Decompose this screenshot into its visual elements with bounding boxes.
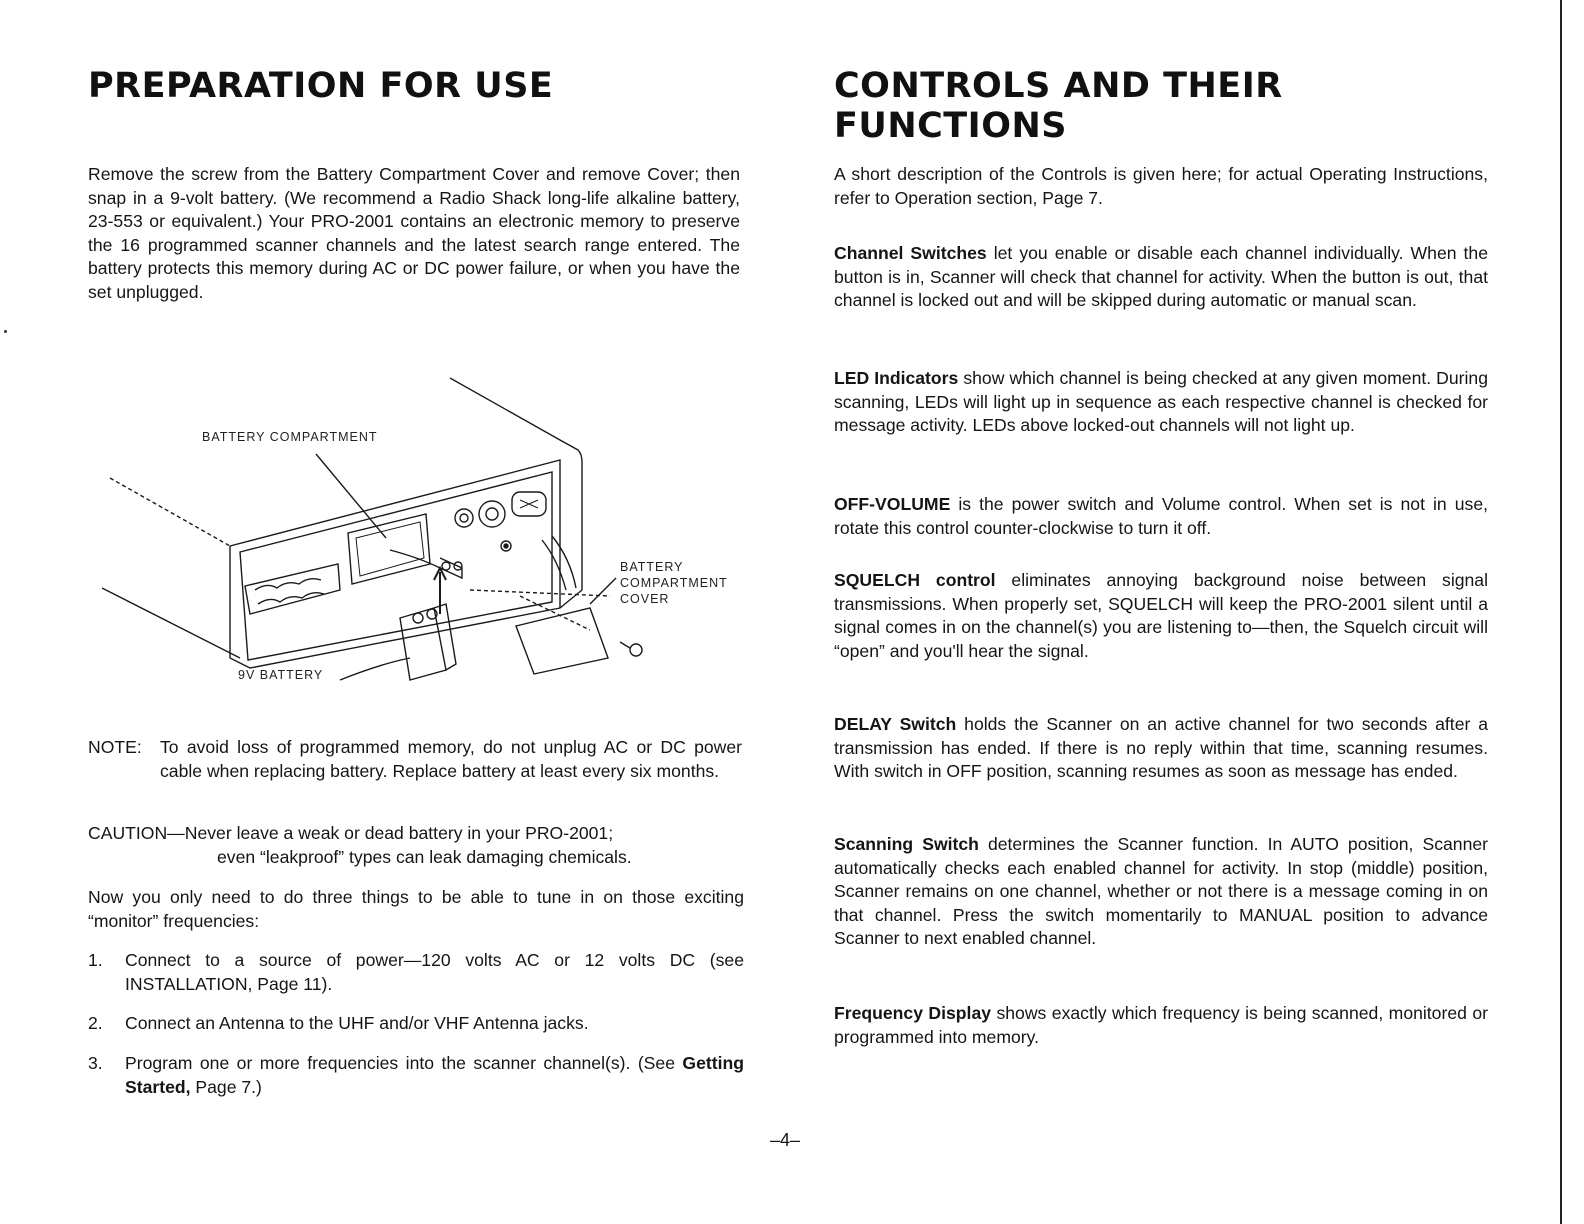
- section-title-controls: CONTROLS AND THEIR FUNCTIONS: [834, 66, 1283, 146]
- step-text-start: Program one or more frequencies into the scanner channel(s). (See: [125, 1053, 683, 1073]
- cover-guide-lines: [470, 590, 610, 630]
- term: Scanning Switch: [834, 834, 979, 854]
- jack-1: [455, 509, 473, 527]
- jack-1-center: [460, 514, 468, 522]
- connector-clips-2: [258, 593, 324, 604]
- description: determines the Scanner function. In AUTO position, Scanner automatically checks each enabled channel for activity. In stop (middle) position, Scanner remains on one channel, whether or not there is a message coming in on that channel. Press the switch momentarily to MANUAL position to advance Scanner to next enabled channel.: [834, 834, 1488, 949]
- antenna-jack: [479, 501, 505, 527]
- step-number: 2.: [88, 1013, 103, 1033]
- description: is the power switch and Volume control. When set is not in use, rotate this control counter-clockwise to turn it off.: [834, 494, 1488, 538]
- compartment-cover: [516, 608, 608, 674]
- term: Frequency Display: [834, 1003, 992, 1023]
- label-battery-compartment: BATTERY COMPARTMENT: [202, 430, 378, 444]
- scan-speck: [4, 330, 7, 333]
- label-cover-line-2: COMPARTMENT: [620, 576, 728, 590]
- leader-compartment: [316, 454, 386, 538]
- cabinet-side-line: [110, 478, 230, 546]
- caution-line-2: even “leakproof” types can leak damaging chemicals.: [217, 847, 632, 867]
- cover-screw: [630, 644, 642, 656]
- scan-edge-line: [1560, 0, 1562, 1224]
- battery-diagram: [90, 368, 760, 698]
- step-number: 3.: [88, 1053, 103, 1073]
- description: holds the Scanner on an active channel for two seconds after a transmission has ended. If there is no reply within that time, scanning resumes. With switch in OFF position, scanning resumes as soon as message has ended.: [834, 714, 1489, 782]
- power-cord: [542, 536, 576, 590]
- control-off-volume: [834, 493, 1488, 540]
- term: Channel Switches: [834, 243, 987, 263]
- battery-terminal-1: [413, 613, 423, 623]
- caution-line-1: CAUTION—Never leave a weak or dead battery in your PRO-2001;: [88, 823, 614, 843]
- label-9v-battery: 9V BATTERY: [238, 668, 324, 682]
- step-number: 1.: [88, 950, 103, 970]
- power-socket-pins: [520, 500, 538, 508]
- instructions-intro: Now you only need to do three things to be able to tune in on those exciting “monitor” frequencies:: [88, 887, 744, 931]
- controls-intro: A short description of the Controls is given here; for actual Operating Instructions, refer to Operation section, Page 7.: [834, 164, 1488, 208]
- section-title-preparation: PREPARATION FOR USE: [88, 66, 554, 106]
- screw-shaft: [620, 642, 630, 648]
- description: eliminates annoying background noise between signal transmissions. When properly set, SQUELCH will keep the PRO-2001 silent until a signal comes in on the channel(s) you are listening to—then, the Squelch circuit will “open” and you'll hear the signal.: [834, 570, 1488, 661]
- term: OFF-VOLUME: [834, 494, 951, 514]
- control-led-indicators: [834, 367, 1488, 438]
- connector-clips: [255, 579, 321, 590]
- term: LED Indicators: [834, 368, 959, 388]
- label-cover-line-3: COVER: [620, 592, 670, 606]
- control-frequency-display: [834, 1002, 1488, 1049]
- leader-cover: [590, 578, 616, 604]
- battery-snap: [390, 550, 462, 578]
- term: DELAY Switch: [834, 714, 957, 734]
- note-block: [88, 736, 744, 808]
- page-number: –4–: [770, 1130, 801, 1150]
- description: show which channel is being checked at any given moment. During scanning, LEDs will light up in sequence as each respective channel is checked for message activity. LEDs above locked-out channels will not light up.: [834, 368, 1489, 436]
- step-text: [125, 1052, 744, 1099]
- step-2: [88, 1012, 744, 1038]
- compartment-opening: [348, 514, 430, 584]
- connector-block: [245, 564, 340, 614]
- note-label: NOTE:: [88, 737, 142, 757]
- snap-terminal-1: [442, 562, 450, 570]
- small-jack-center: [504, 544, 508, 548]
- antenna-jack-center: [486, 508, 498, 520]
- step-1: [88, 949, 744, 999]
- description: shows exactly which frequency is being scanned, monitored or programmed into memory.: [834, 1003, 1488, 1047]
- control-channel-switches: [834, 242, 1488, 313]
- note-text: To avoid loss of programmed memory, do not unplug AC or DC power cable when replacing battery. Replace battery at least every six months.: [160, 737, 742, 781]
- scanner-rear-illustration: [90, 368, 760, 698]
- control-squelch: [834, 569, 1488, 663]
- label-cover-line-1: BATTERY: [620, 560, 684, 574]
- intro-paragraph: Remove the screw from the Battery Compartment Cover and remove Cover; then snap in a 9-volt battery. (We recommend a Radio Shack long-life alkaline battery, 23-553 or equivalent.) Your PRO-2001 contains an electronic memory to preserve the 16 programmed scanner channels and the latest search range entered. The battery protects this memory during AC or DC power failure, or when you have the set unplugged.: [88, 164, 740, 302]
- step-text: Connect an Antenna to the UHF and/or VHF Antenna jacks.: [125, 1013, 589, 1033]
- control-delay-switch: [834, 713, 1488, 784]
- step-text-end: Page 7.): [190, 1076, 262, 1097]
- step-text: Connect to a source of power—120 volts AC or 12 volts DC (see INSTALLATION, Page 11).: [125, 950, 744, 994]
- cabinet-bottom-line: [102, 588, 240, 658]
- step-3: [88, 1052, 744, 1102]
- control-scanning-switch: [834, 833, 1488, 951]
- term: SQUELCH control: [834, 570, 996, 590]
- description: let you enable or disable each channel individually. When the button is in, Scanner will check that channel for activity. When the button is out, that channel is locked out and will be skipped during automatic or manual scan.: [834, 243, 1488, 311]
- step-text-bold: Getting Started,: [125, 1053, 744, 1097]
- leader-battery: [340, 658, 410, 680]
